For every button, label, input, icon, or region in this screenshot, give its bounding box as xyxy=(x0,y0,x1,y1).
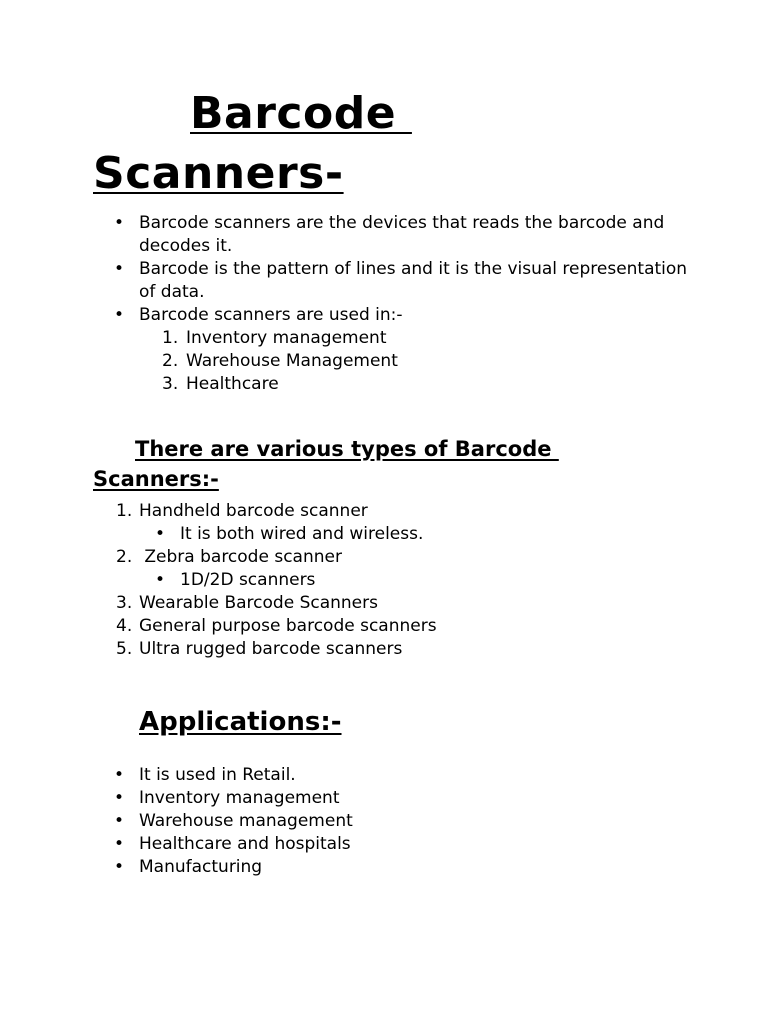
application-item: • Healthcare and hospitals xyxy=(93,833,693,856)
type-item-number: 4. xyxy=(116,616,133,636)
application-item: • Warehouse management xyxy=(93,810,693,833)
page-title xyxy=(93,84,412,204)
use-item-number: 1. xyxy=(162,328,179,348)
applications-heading-text: Applications:- xyxy=(139,707,342,737)
type-item-text: Zebra barcode scanner xyxy=(139,547,342,567)
intro-section xyxy=(93,212,693,396)
type-item-number: 2. xyxy=(116,547,133,567)
application-item: • Inventory management xyxy=(93,787,693,810)
page-title-line-2: Scanners- xyxy=(93,148,344,199)
use-item-number: 2. xyxy=(162,351,179,371)
applications-heading xyxy=(139,704,342,740)
types-heading-line-1: There are various types of Barcode xyxy=(135,437,559,461)
application-item: • Manufacturing xyxy=(93,856,693,879)
type-sub-bullet: • 1D/2D scanners xyxy=(93,569,693,592)
types-heading xyxy=(93,434,693,494)
use-item-text: Warehouse Management xyxy=(186,351,398,371)
type-item-number: 3. xyxy=(116,593,133,613)
use-item xyxy=(93,373,693,396)
use-item-text: Healthcare xyxy=(186,374,279,394)
type-sub-bullet: • It is both wired and wireless. xyxy=(93,523,693,546)
applications-list xyxy=(93,764,693,879)
intro-bullet: • Barcode is the pattern of lines and it is the visual representation of data. xyxy=(93,258,693,304)
use-item xyxy=(93,327,693,350)
type-item-text: Wearable Barcode Scanners xyxy=(139,593,378,613)
use-item-number: 3. xyxy=(162,374,179,394)
type-item-number: 1. xyxy=(116,501,133,521)
type-item xyxy=(93,638,693,661)
intro-bullet: • Barcode scanners are used in:- xyxy=(93,304,693,327)
type-item-text: Handheld barcode scanner xyxy=(139,501,368,521)
type-item xyxy=(93,546,693,569)
type-item xyxy=(93,500,693,523)
type-item-text: Ultra rugged barcode scanners xyxy=(139,639,403,659)
page-title-line-1: Barcode xyxy=(190,88,412,139)
types-heading-line-2: Scanners:- xyxy=(93,467,219,491)
types-list xyxy=(93,500,693,661)
intro-bullet: • Barcode scanners are the devices that reads the barcode and decodes it. xyxy=(93,212,693,258)
application-item: • It is used in Retail. xyxy=(93,764,693,787)
type-item-number: 5. xyxy=(116,639,133,659)
use-item-text: Inventory management xyxy=(186,328,387,348)
use-item xyxy=(93,350,693,373)
type-item xyxy=(93,592,693,615)
type-item-text: General purpose barcode scanners xyxy=(139,616,437,636)
type-item xyxy=(93,615,693,638)
